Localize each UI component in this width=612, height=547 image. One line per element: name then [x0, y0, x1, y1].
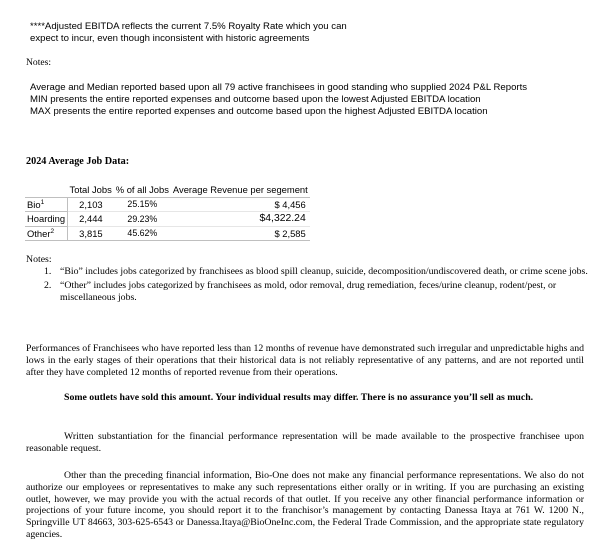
notes-heading-1: Notes: [26, 57, 52, 68]
other-avg-revenue: $ 2,585 [171, 226, 310, 241]
note-average-median: Average and Median reported based upon all 79 active franchisees in good standing who supplied 2024 P&L Reports [30, 82, 528, 93]
performance-paragraph: Performances of Franchisees who have reported less than 12 months of revenue have demonstrated such irregular and unpredictable highs and lows in the early stages of their operations that their historical data is not reliably representative of any patterns, and are not reported until after they have completed 12 months of reported revenue from their operations. [26, 343, 584, 378]
list-item [30, 280, 588, 304]
list-item [30, 266, 588, 278]
hoarding-pct: 29.23% [114, 212, 171, 227]
hoarding-avg-revenue: $4,322.24 [171, 212, 310, 227]
other-info-paragraph: Other than the preceding financial information, Bio-One does not make any financial performance representations. We also do not authorize our employees or representatives to make any such representations either orally or in writing. If you are purchasing an existing outlet, however, we may provide you with the actual records of that outlet. If you receive any other financial performance information or projections of your future income, you should report it to the franchisor’s management by contacting Danessa Itaya at 761 W. 1200 N., Springville UT 84663, 303-625-6543 or Danessa.Itaya@BioOneInc.com, the Federal Trade Commission, and the appropriate state regulatory agencies. [26, 470, 584, 540]
notes-heading-2: Notes: [26, 254, 52, 265]
warning-paragraph: Some outlets have sold this amount. Your individual results may differ. There is no assurance you’ll sell as much. [64, 392, 534, 403]
bio-avg-revenue: $ 4,456 [171, 197, 310, 212]
table-row [25, 212, 310, 227]
bio-total-jobs: 2,103 [68, 197, 114, 212]
adjusted-ebitda-footnote: ****Adjusted EBITDA reflects the current 7.5% Royalty Rate which you can expect to incur, even though inconsistent with historic agreements [30, 21, 347, 44]
job-data-table [25, 183, 310, 241]
hoarding-total-jobs: 2,444 [68, 212, 114, 227]
table-header-row [25, 183, 310, 197]
note-max: MAX presents the entire reported expenses and outcome based upon the highest Adjusted EBITDA location [30, 105, 488, 117]
row-label-hoarding: Hoarding [25, 212, 68, 227]
row-label-bio: Bio$^1$ [25, 197, 68, 212]
job-data-heading: 2024 Average Job Data: [26, 156, 130, 167]
note-min: MIN presents the entire reported expenses and outcome based upon the lowest Adjusted EBITDA location [30, 93, 481, 105]
note-number: 1. [44, 266, 52, 277]
header-total-jobs: Total Jobs [69, 184, 112, 196]
header-pct-jobs: % of all Jobs [115, 184, 169, 196]
notes-list-2 [30, 266, 588, 305]
header-avg-revenue: Average Revenue per segement [172, 184, 308, 196]
bio-pct: 25.15% [114, 197, 171, 212]
note-other-definition: “Other” includes jobs categorized by franchisees as mold, odor removal, drug remediation, feces/urine cleanup, rodent/pest, or miscellaneous jobs. [60, 279, 557, 303]
substantiation-paragraph: Written substantiation for the financial performance representation will be made available to the prospective franchisee upon reasonable request. [26, 431, 584, 454]
row-label-other: Other$^2$ [25, 226, 68, 241]
other-total-jobs: 3,815 [68, 226, 114, 241]
table-header-blank [25, 183, 68, 197]
note-bio-definition: “Bio” includes jobs categorized by franchisees as blood spill cleanup, suicide, decomposition/undiscovered death, or crime scene jobs. [60, 266, 588, 277]
table-row [25, 197, 310, 212]
note-number: 2. [44, 279, 52, 291]
table-row [25, 226, 310, 241]
other-pct: 45.62% [114, 226, 171, 241]
notes-list-1 [30, 82, 530, 117]
